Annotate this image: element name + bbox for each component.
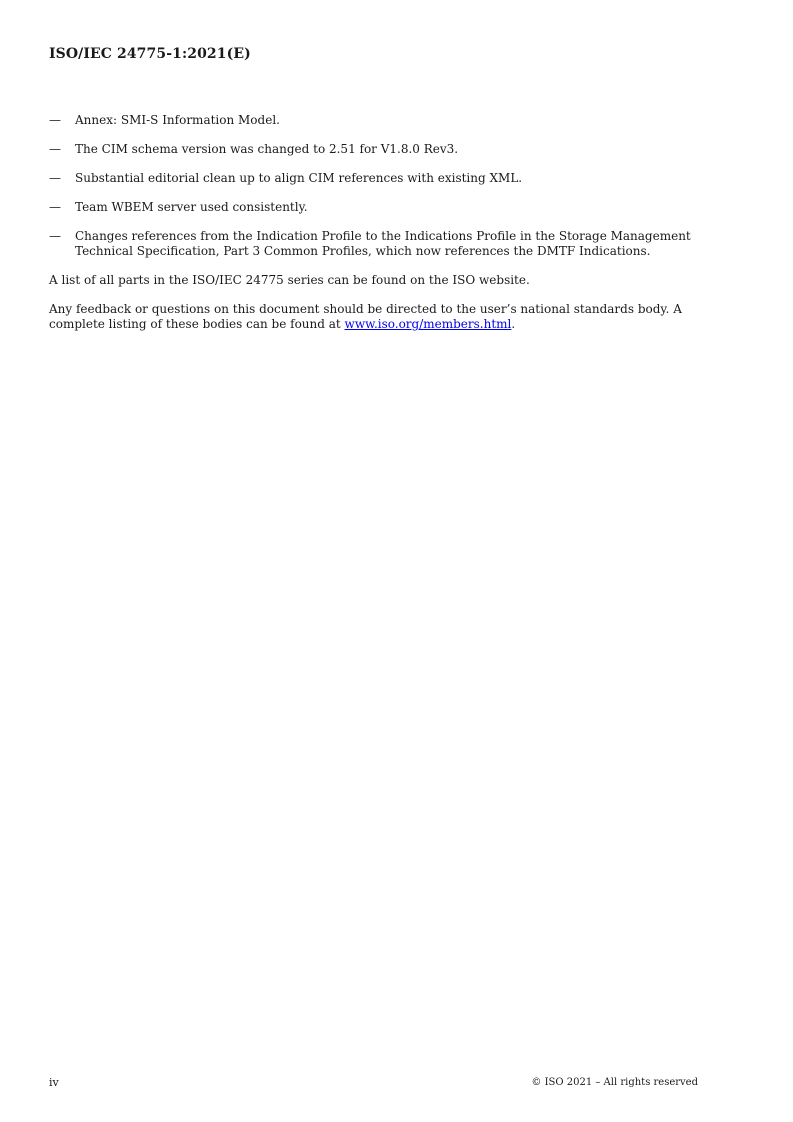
page-number: iv — [49, 1076, 59, 1089]
copyright-notice: © ISO 2021 – All rights reserved — [531, 1077, 698, 1088]
series-paragraph: A list of all parts in the ISO/IEC 24775 series can be found on the ISO website. — [49, 273, 530, 287]
list-item — [49, 200, 701, 215]
dash-marker: — — [49, 229, 61, 243]
dash-marker: — — [49, 113, 61, 127]
list-item-text: Team WBEM server used consistently. — [75, 200, 308, 214]
feedback-paragraph — [49, 302, 701, 332]
document-id-header: ISO/IEC 24775-1:2021(E) — [49, 46, 251, 62]
feedback-suffix: . — [511, 317, 516, 331]
members-link[interactable]: www.iso.org/members.html — [344, 317, 512, 331]
foreword-content — [49, 113, 701, 346]
list-item — [49, 113, 701, 128]
list-item-text: The CIM schema version was changed to 2.51 for V1.8.0 Rev3. — [75, 142, 459, 156]
dash-marker: — — [49, 171, 61, 185]
feedback-text: Any feedback or questions on this document should be directed to the user’s national standards body. A complete listing of these bodies can be found at — [49, 302, 682, 331]
dash-marker: — — [49, 200, 61, 214]
list-item — [49, 229, 701, 259]
changes-list — [49, 113, 701, 259]
list-item — [49, 171, 701, 186]
list-item-text: Annex: SMI-S Information Model. — [75, 113, 280, 127]
dash-marker: — — [49, 142, 61, 156]
list-item — [49, 142, 701, 157]
list-item-text: Changes references from the Indication Profile to the Indications Profile in the Storage Management Technical Specification, Part 3 Common Profiles, which now references the DMTF Indications. — [75, 229, 691, 258]
list-item-text: Substantial editorial clean up to align CIM references with existing XML. — [75, 171, 523, 185]
